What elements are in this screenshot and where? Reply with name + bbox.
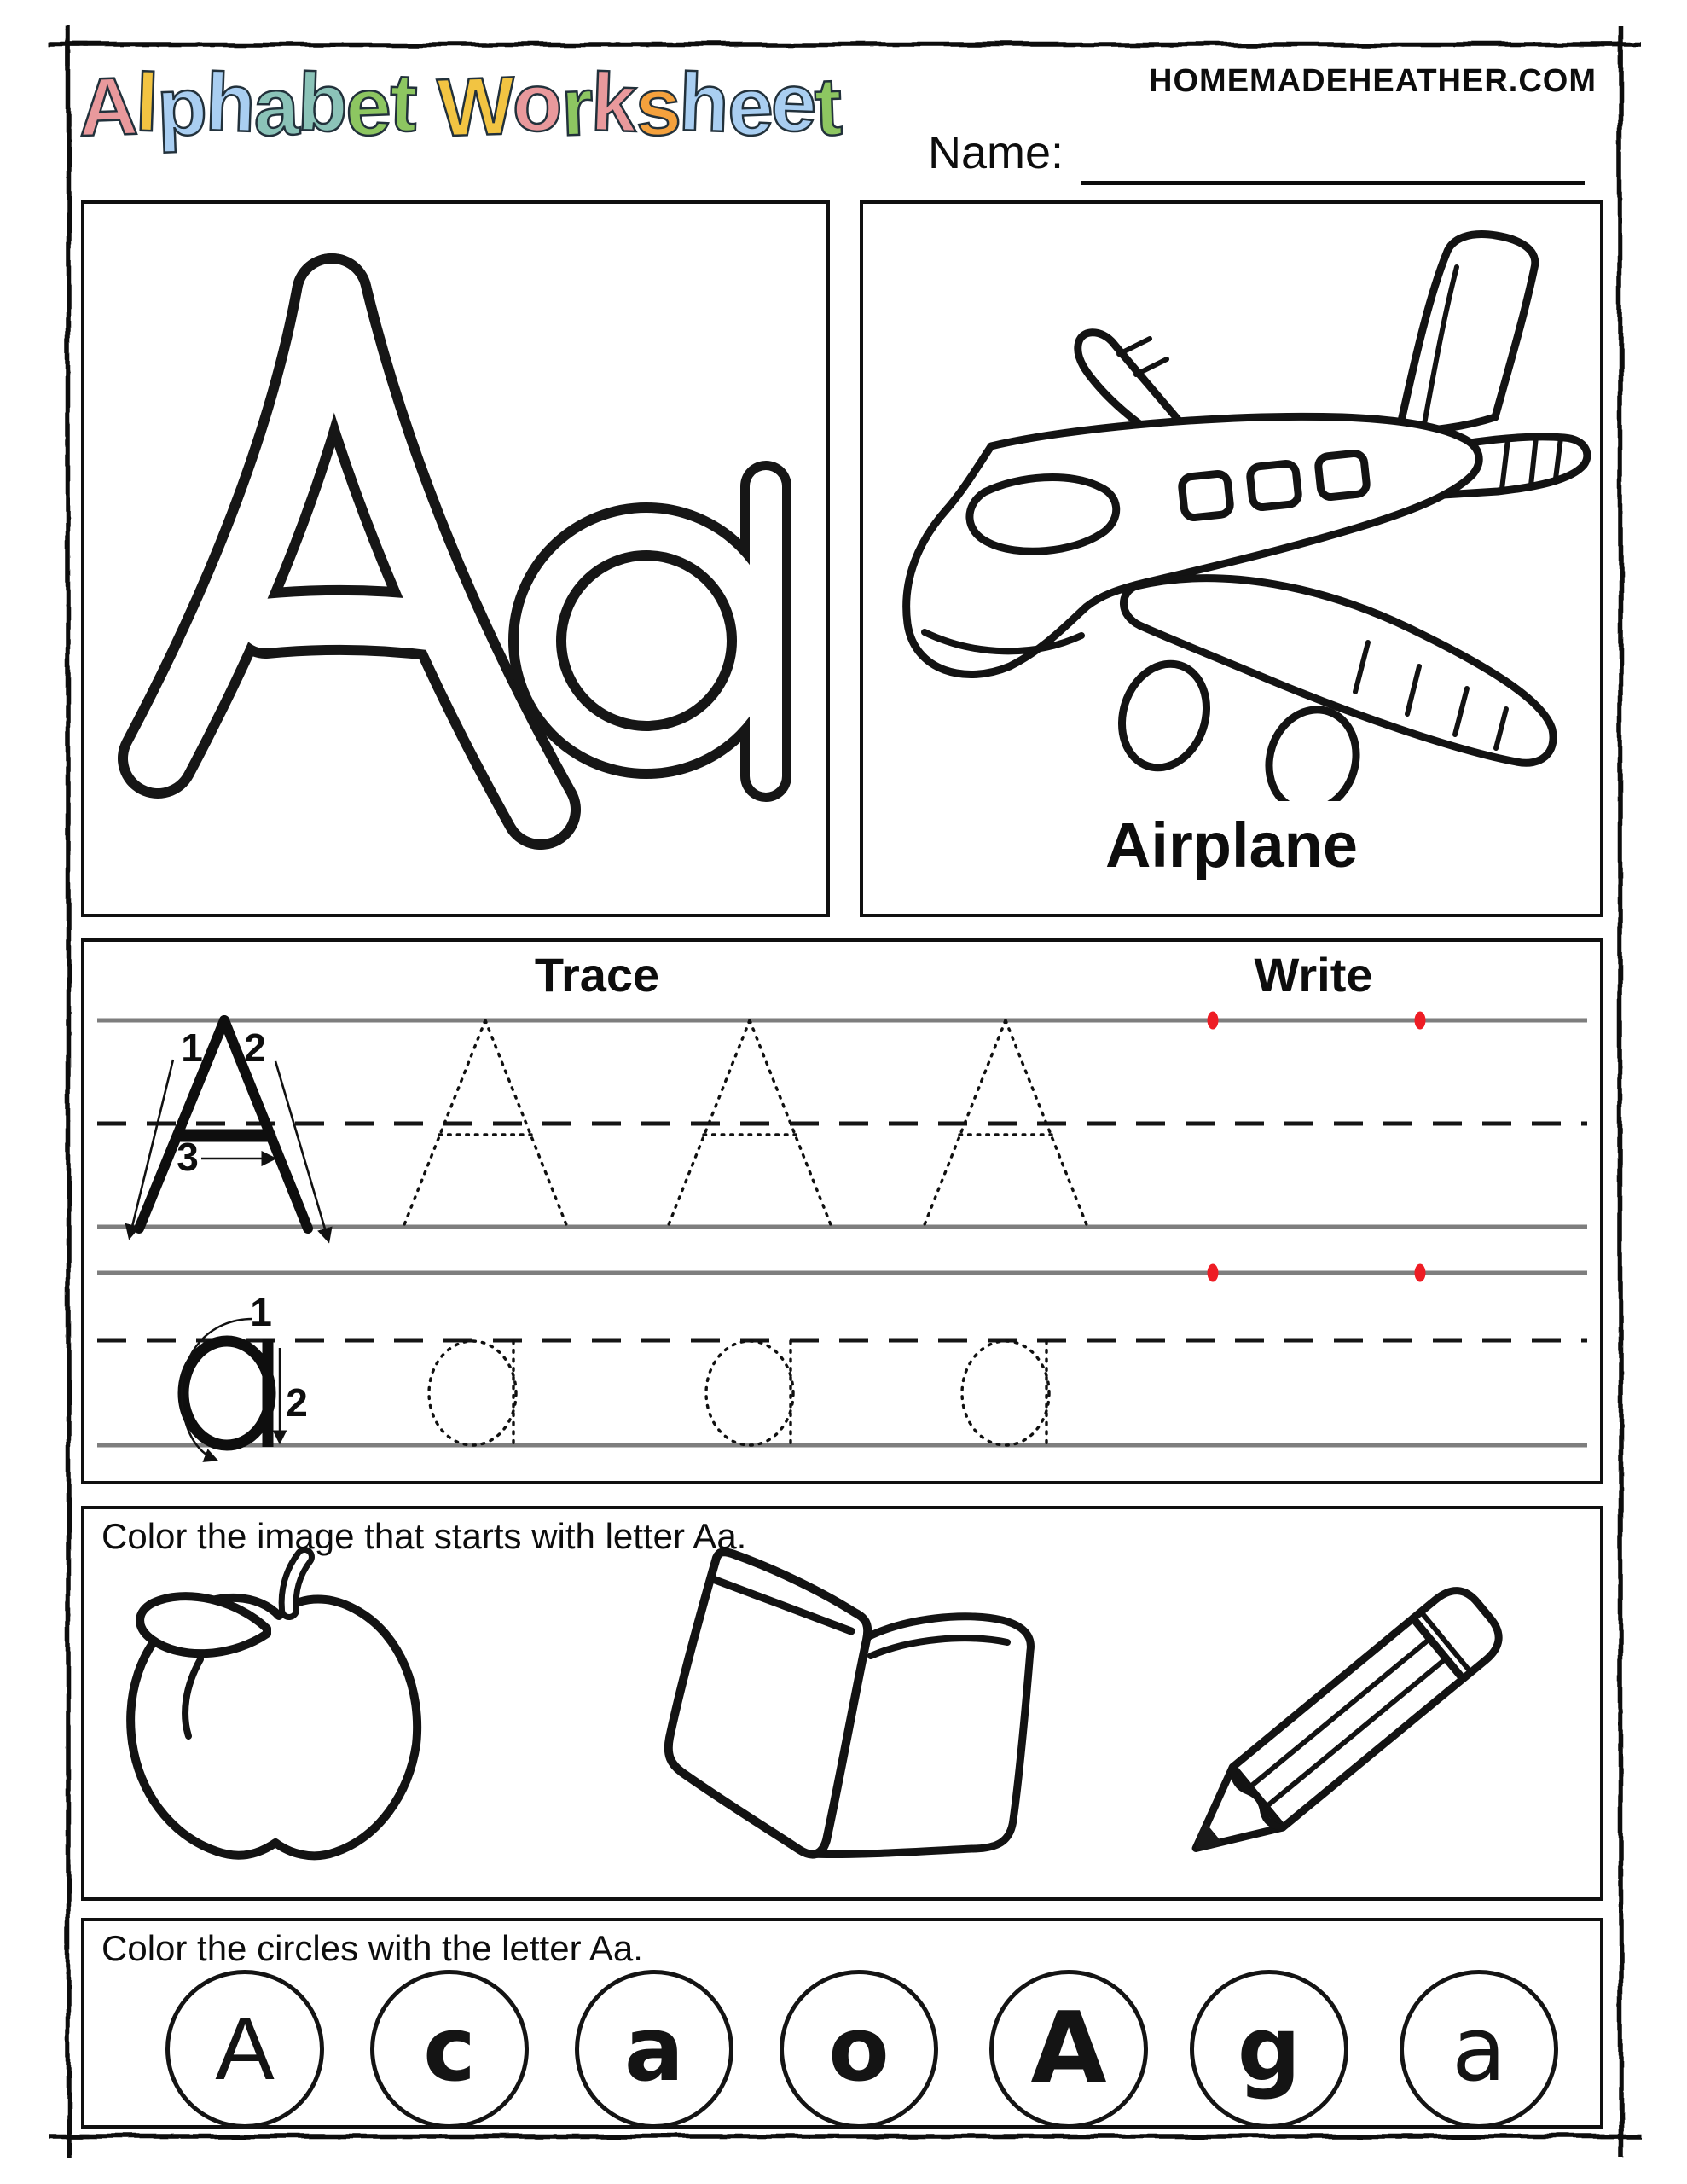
start-dot [1415,1264,1426,1282]
letter-circle [575,1970,733,2129]
title-letter: t [387,56,417,149]
guide-lines [97,1020,1587,1445]
stroke-number: 1 [181,1025,203,1070]
book-drawing [669,1552,1031,1854]
handwriting-guides [84,942,1600,1481]
letter-circle [780,1970,938,2129]
color-circles-section [81,1918,1603,2129]
color-image-section [81,1506,1603,1901]
apple-drawing [130,1557,417,1856]
website-url: HOMEMADEHEATHER.COM [1149,63,1597,99]
big-letter-card [81,200,830,917]
title-letter: h [203,56,256,149]
title-letter: e [725,61,773,154]
trace-write-box [81,938,1603,1484]
title-letter: r [559,61,594,154]
start-dots [1208,1012,1426,1282]
title-letter: k [589,56,637,149]
title-letter: t [813,61,843,154]
write-heading: Write [1254,948,1373,1002]
picture-caption: Airplane [1104,810,1359,880]
color-image-drawings [84,1509,1600,1897]
start-dot [1415,1012,1426,1030]
start-dot [1208,1264,1219,1282]
circle-letter: g [1237,1997,1301,2101]
dashed-midlines [97,1124,1587,1340]
title-letter: a [252,61,299,154]
color-circles-instruction: Color the circles with the letter Aa. [101,1928,643,1968]
stroke-number: 1 [250,1290,272,1334]
title-letter: s [633,61,681,154]
stroke-number: 3 [177,1135,199,1179]
circle-letter: c [423,1997,476,2101]
title-letter: A [77,60,138,154]
page-title [78,44,914,167]
letter-circle [989,1970,1148,2129]
airplane-drawing [863,204,1600,801]
stroke-number: 2 [244,1025,266,1070]
pencil-drawing [1171,1580,1509,1879]
letter-circle [165,1970,324,2129]
circle-letter: a [1452,1997,1506,2101]
circle-letter: A [1030,1991,1107,2106]
title-letter: e [344,61,391,154]
picture-card [860,200,1603,917]
title-letter: l [134,56,159,149]
circle-letter: A [215,2000,275,2099]
stroke-number: 2 [286,1380,308,1425]
letter-circle [1400,1970,1558,2129]
title-letter: h [677,56,729,149]
title-letter: b [295,56,348,149]
trace-heading: Trace [534,948,660,1002]
letter-circle [370,1970,529,2129]
title-letter: e [769,56,817,149]
circle-letter: a [623,1997,685,2101]
trace-letters-lowercase [429,1341,1049,1445]
exemplar-lowercase-a [182,1290,308,1460]
letter-circle [1190,1970,1348,2129]
name-label: Name: [928,127,1064,178]
circle-letter: o [828,1997,890,2101]
title-letter: o [511,56,563,149]
color-image-instruction: Color the image that starts with letter Aa. [101,1516,747,1556]
start-dot [1208,1012,1219,1030]
title-letter: p [155,61,207,154]
title-letter: W [435,60,515,154]
name-blank-line [1081,181,1585,185]
exemplar-uppercase-A [130,1020,328,1240]
bubble-letters-Aa [84,204,826,914]
